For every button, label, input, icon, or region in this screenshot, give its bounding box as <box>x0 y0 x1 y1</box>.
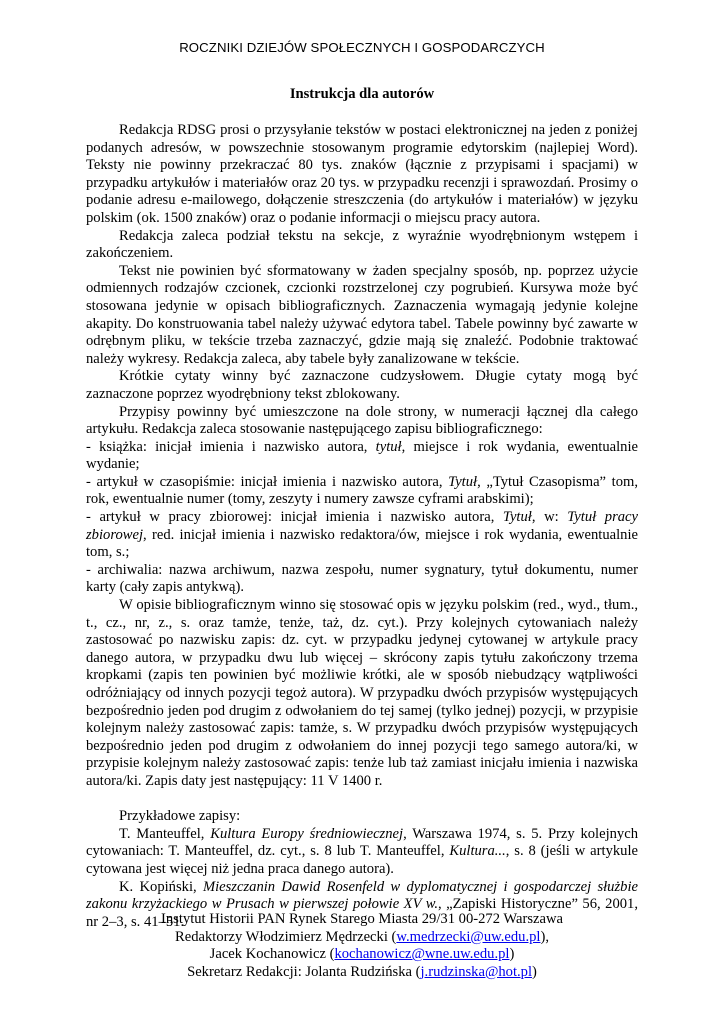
document-body <box>86 122 638 931</box>
paragraph-submission: Redakcja RDSG prosi o przysyłanie tekstów w postaci elektronicznej na jeden z poniżej podanych adresów, w powszechnie stosowanym programie edytorskim (najlepiej Word). Teksty nie powinny przekraczać 80 tys. znaków (łącznie z przypisami i spacjami) w przypadku artykułów i materiałów oraz 20 tys. w przypadku recenzji i sprawozdań. Prosimy o podanie adresu e-mailowego, dołączenie streszczenia (do artykułów i materiałów) w języku polskim (ok. 1500 znaków) oraz o podanie informacji o miejscu pracy autora. <box>86 122 638 226</box>
paragraph-bibliographic-description: W opisie bibliograficznym winno się stosować opis w języku polskim (red., wyd., tłum., t., cz., nr, z., s. oraz tamże, tenże, taż, dz. cyt.). Przy kolejnych cytowaniach należy zastosować po nazwisku zapis: dz. cyt. w przypadku jedynej cytowanej w artykule pracy danego autora, w przypadku dwu lub więcej – skrócony zapis tytułu zakończony trzema kropkami (zapis ten powinien być możliwie krótki, ale w sposób niebudzący wątpliwości odróżniający od innych pozycji tegoż autora). W przypadku dwóch przypisów występujących bezpośrednio jeden pod drugim z odwołaniem do tej samej (tylko jednej) pozycji, w przypisie kolejnym należy zastosować zapis: tamże, s. W przypadku dwóch przypisów występujących bezpośrednio jeden pod drugim z odwołaniem do innej pozycji tego samego autora/ki, w przypisie kolejnym należy zastosować zapis: tenże lub taż zamiast inicjału imienia i nazwiska autora/ki. Zapis daty jest następujący: 11 V 1400 r. <box>86 597 638 789</box>
rule-article: - artykuł w czasopiśmie: inicjał imienia i nazwisko autora, Tytuł, „Tytuł Czasopisma” tom, rok, ewentualnie numer (tomy, zeszyty i numery zawsze cyframi arabskimi); <box>86 473 638 508</box>
paragraph-footnotes: Przypisy powinny być umieszczone na dole strony, w numeracji łącznej dla całego artykułu. Redakcja zaleca stosowanie następującego zapisu bibliograficznego: <box>86 403 638 438</box>
examples-heading: Przykładowe zapisy: <box>119 808 241 825</box>
example-manteuffel: T. Manteuffel, Kultura Europy średniowiecznej, Warszawa 1974, s. 5. Przy kolejnych cytowaniach: T. Manteuffel, dz. cyt., s. 8 lub T. Manteuffel, Kultura..., s. 8 (jeśli w artykule cytowana jest więcej niż jedna praca danego autora). <box>86 825 638 877</box>
contact-footer <box>0 911 724 981</box>
institute-address: Instytut Historii PAN Rynek Starego Miasta 29/31 00-272 Warszawa <box>161 911 563 927</box>
paragraph-formatting: Tekst nie powinien być sformatowany w żaden specjalny sposób, np. poprzez użycie odmiennych rodzajów czcionek, czcionki rozstrzelonej czy pogrubień. Kursywa może być stosowana jedynie w opisach bibliograficznych. Zaznaczenia wymagają jedynie kolejne akapity. Do konstruowania tabel należy używać edytora tabel. Tabele powinny być zawarte w odrębnym pliku, w tekście trzeba zaznaczyć, gdzie mają się znaleźć. Podobnie traktować należy wykresy. Redakcja zaleca, aby tabele były zanalizowane w tekście. <box>86 262 638 367</box>
secretary-line: Sekretarz Redakcji: Jolanta Rudzińska (j.rudzinska@hot.pl) <box>187 963 537 980</box>
secretary-email-link[interactable]: j.rudzinska@hot.pl <box>420 963 533 980</box>
page-title: Instrukcja dla autorów <box>289 86 435 102</box>
rule-archive: - archiwalia: nazwa archiwum, nazwa zespołu, numer sygnatury, tytuł dokumentu, numer karty (cały zapis antykwą). <box>86 561 638 596</box>
editor-line-1: Redaktorzy Włodzimierz Mędrzecki (w.medrzecki@uw.edu.pl), <box>175 928 549 945</box>
journal-header: ROCZNIKI DZIEJÓW SPOŁECZNYCH I GOSPODARCZYCH <box>179 40 545 55</box>
example-kopinski: K. Kopiński, Mieszczanin Dawid Rosenfeld w dyplomatycznej i gospodarczej służbie zakonu krzyżackiego w Prusach w pierwszej połowie XV w., „Zapiski Historyczne” 56, 2001, nr 2–3, s. 41–51. <box>86 878 638 930</box>
editor-line-2: Jacek Kochanowicz (kochanowicz@wne.uw.edu.pl) <box>209 946 515 963</box>
rule-book: - książka: inicjał imienia i nazwisko autora, tytuł, miejsce i rok wydania, ewentualnie wydanie; <box>86 438 638 473</box>
rule-collective-work: - artykuł w pracy zbiorowej: inicjał imienia i nazwisko autora, Tytuł, w: Tytuł pracy zbiorowej, red. inicjał imienia i nazwisko redaktora/ów, miejsce i rok wydania, ewentualnie tom, s.; <box>86 509 638 561</box>
paragraph-quotes: Krótkie cytaty winny być zaznaczone cudzysłowem. Długie cytaty mogą być zaznaczone poprzez wyodrębniony tekst zblokowany. <box>86 368 638 402</box>
editor2-email-link[interactable]: kochanowicz@wne.uw.edu.pl <box>334 946 510 963</box>
editor1-email-link[interactable]: w.medrzecki@uw.edu.pl <box>396 928 541 945</box>
paragraph-sections: Redakcja zaleca podział tekstu na sekcje, z wyraźnie wyodrębnionym wstępem i zakończeniem. <box>86 227 638 262</box>
